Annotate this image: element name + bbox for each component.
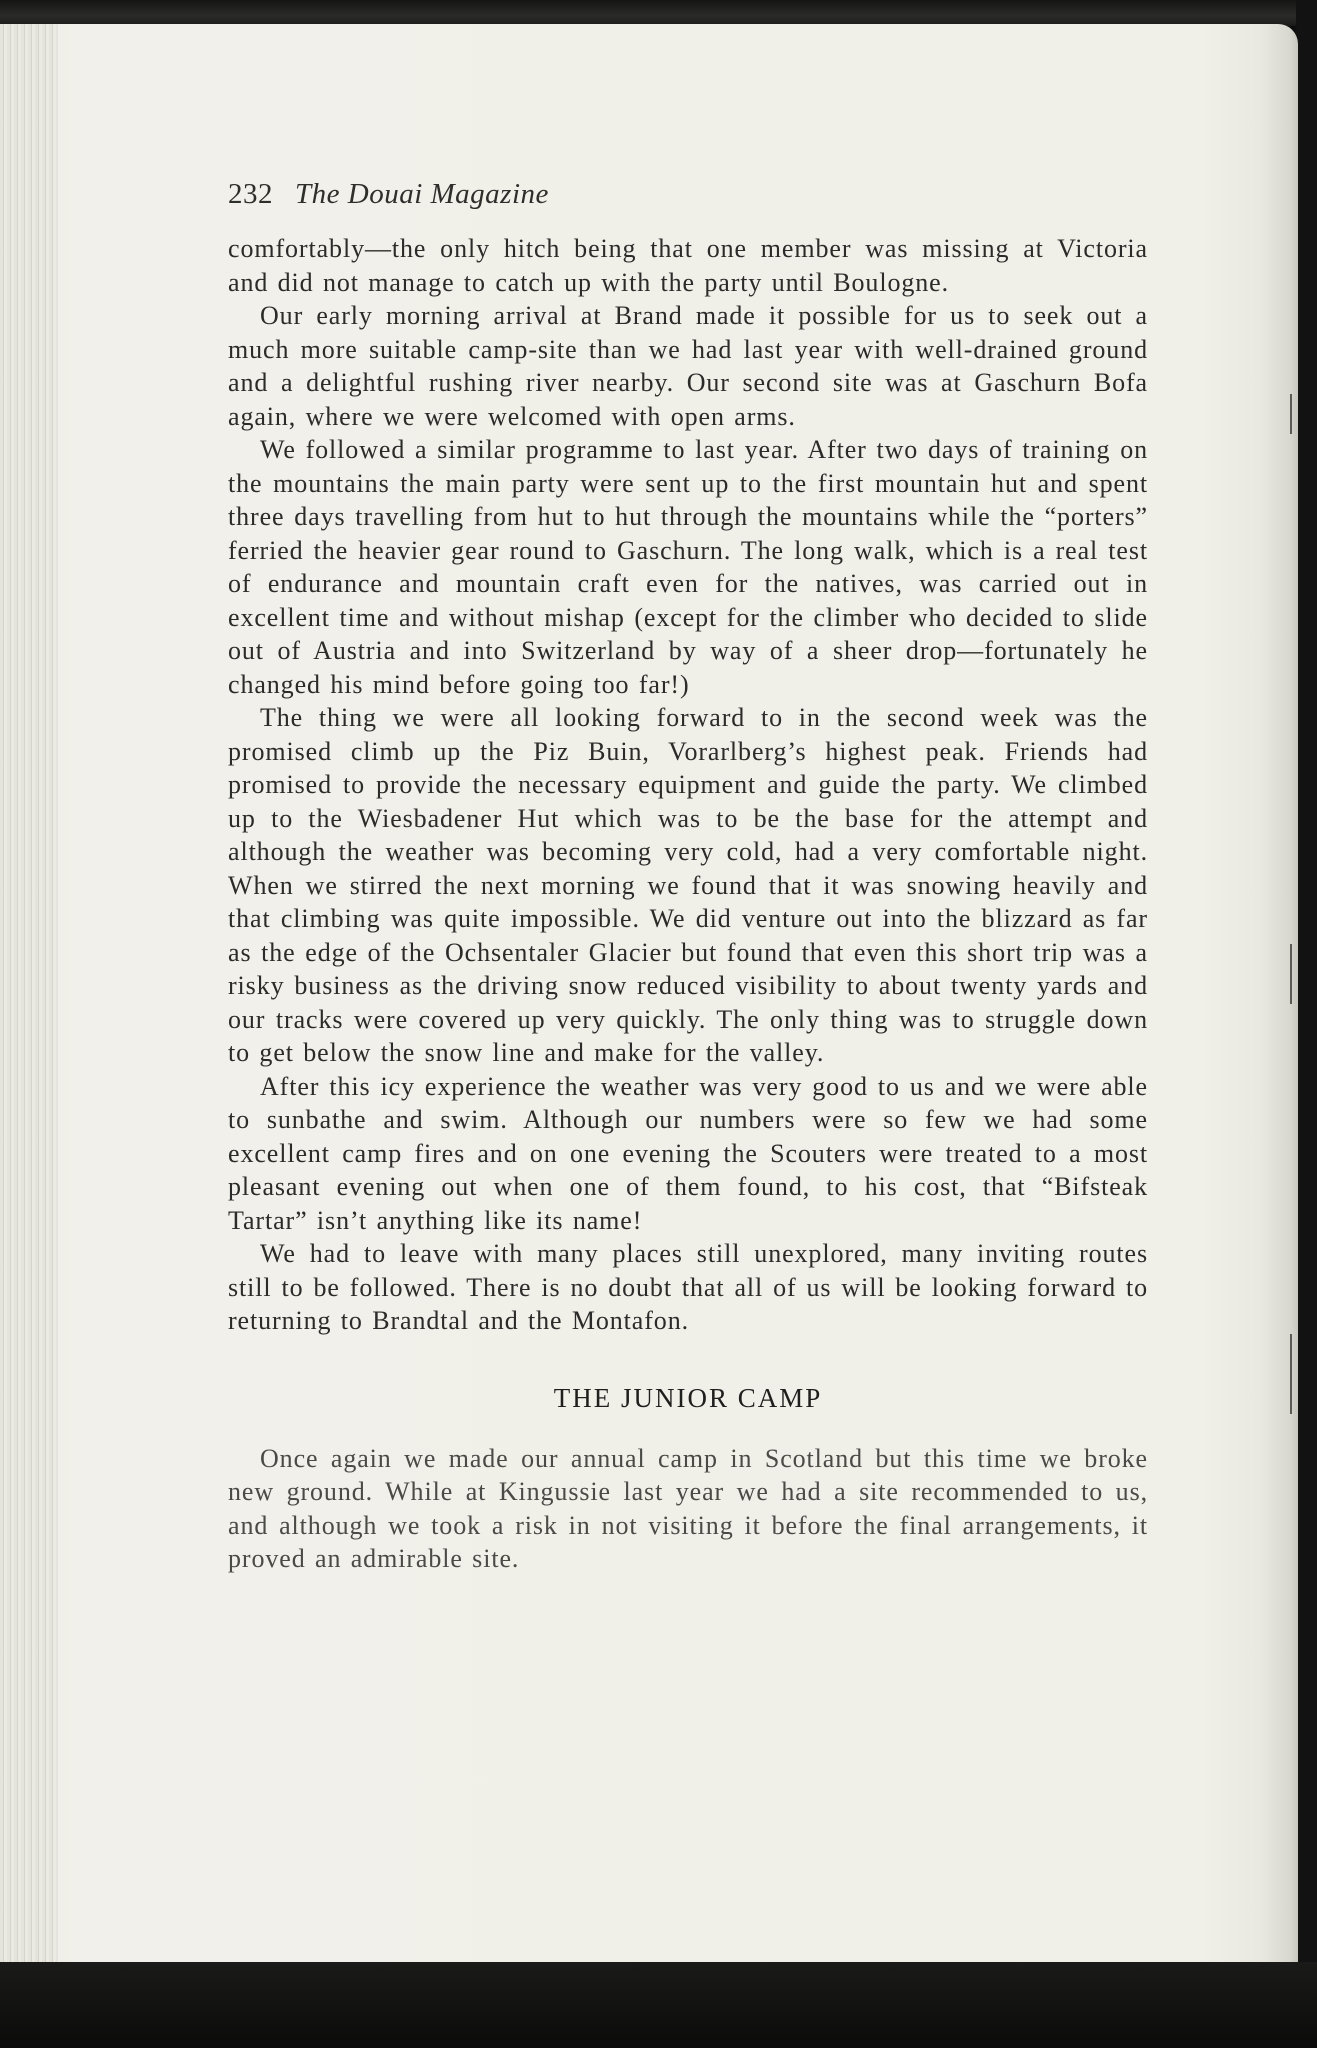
paragraph-1: comfortably—the only hitch being that one member was missing at Victoria and did not manage to catch up with the party until Boulogne. bbox=[228, 234, 1148, 297]
book-right-edge bbox=[1296, 0, 1317, 2048]
section-heading: THE JUNIOR CAMP bbox=[553, 1382, 823, 1413]
paragraph-5: After this icy experience the weather was very good to us and we were able to sunbathe and swim. Although our numbers were so few we had some excellent camp fires and on one evening the Scouters were treated to a most pleasant evening out when one of them found, to his cost, that “Bifsteak Tartar” isn’t anything like its name! bbox=[228, 1071, 1148, 1235]
gutter-shadow bbox=[1260, 24, 1298, 1964]
section-paragraph: Once again we made our annual camp in Scotland but this time we broke new ground. While at Kingussie last year we had a site recommended to us, and although we took a risk in not visiting it before the final arrangements, it proved an admirable site. bbox=[228, 1443, 1148, 1573]
paragraph-3: We followed a similar programme to last year. After two days of training on the mountains the main party were sent up to the first mountain hut and spent three days travelling from hut to hut through the mountains while the “porters” ferried the heavier gear round to Gaschurn. The long walk, which is a real test of endurance and mountain craft even for the natives, was carried out in excellent time and without mishap (except for the climber who decided to slide out of Austria and into Switzerland by way of a sheer drop—fortunately he changed his mind before going too far!) bbox=[228, 435, 1148, 699]
page-content bbox=[228, 174, 1148, 1576]
margin-mark bbox=[1290, 944, 1292, 1004]
page-number: 232 bbox=[228, 178, 273, 210]
book-page bbox=[0, 24, 1298, 1964]
margin-mark bbox=[1290, 1334, 1292, 1414]
margin-mark bbox=[1290, 394, 1292, 434]
paragraph-6: We had to leave with many places still unexplored, many inviting routes still to be followed. There is no doubt that all of us will be looking forward to returning to Brandtal and the Montafon. bbox=[228, 1239, 1148, 1335]
paragraph-4: The thing we were all looking forward to in the second week was the promised climb up the Piz Buin, Vorarlberg’s highest peak. Friends had promised to provide the necessary equipment and guide the party. We climbed up to the Wiesbadener Hut which was to be the base for the attempt and although the weather was becoming very cold, had a very comfortable night. When we stirred the next morning we found that it was snowing heavily and that climbing was quite impossible. We did venture out into the blizzard as far as the edge of the Ochsentaler Glacier but found that even this short trip was a risky business as the driving snow reduced visibility to about twenty yards and our tracks were covered up very quickly. The only thing was to struggle down to get below the snow line and make for the valley. bbox=[228, 703, 1148, 1067]
running-head bbox=[228, 174, 1148, 214]
book-bottom-edge bbox=[0, 1962, 1317, 2048]
magazine-title: The Douai Magazine bbox=[295, 178, 549, 210]
page-stack-edge bbox=[0, 24, 58, 1964]
book-top-edge bbox=[0, 0, 1317, 26]
paragraph-2: Our early morning arrival at Brand made it possible for us to seek out a much more suitable camp-site than we had last year with well-drained ground and a delightful rushing river nearby. Our second site was at Gaschurn Bofa again, where we were welcomed with open arms. bbox=[228, 301, 1148, 431]
